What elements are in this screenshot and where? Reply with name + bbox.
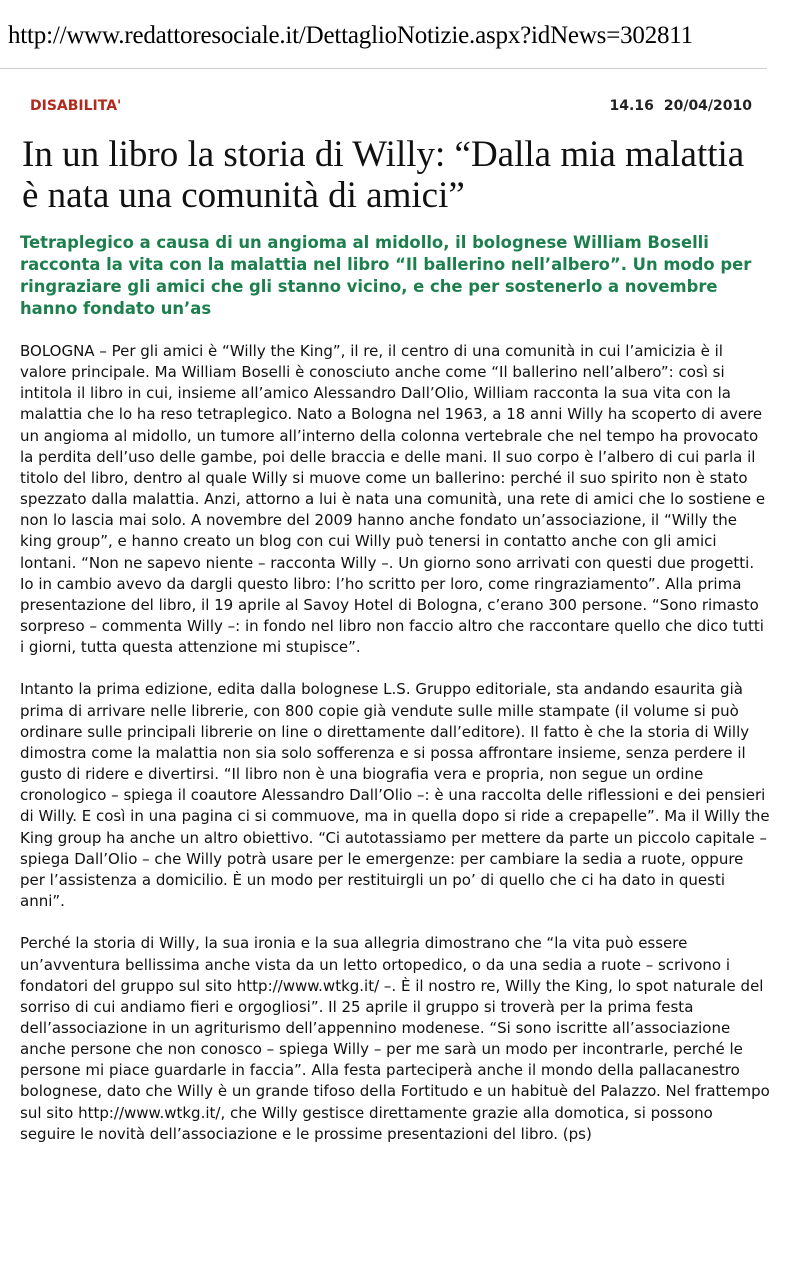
- article-meta: [30, 98, 752, 116]
- article-body: [20, 341, 772, 1166]
- section-label: DISABILITA': [30, 98, 122, 114]
- article-paragraph: BOLOGNA – Per gli amici è “Willy the King”, il re, il centro di una comunità in cui l’amicizia è il valore principale. Ma William Boselli è conosciuto anche come “Il ballerino nell’albero”: così si intitola il libro in cui, insieme all’amico Alessandro Dall’Olio, William racconta la sua vita con la malattia che lo ha reso tetraplegico. Nato a Bologna nel 1963, a 18 anni Willy ha scoperto di avere un angioma al midollo, un tumore all’interno della colonna vertebrale che nel tempo ha provocato la perdita dell’uso delle gambe, poi delle braccia e delle mani. Il suo corpo è l’albero di cui parla il titolo del libro, dentro al quale Willy si muove come un ballerino: perché il suo spirito non è stato spezzato dalla malattia. Anzi, attorno a lui è nata una comunità, una rete di amici che lo sostiene e non lo lascia mai solo. A novembre del 2009 hanno anche fondato un’associazione, il “Willy the king group”, e hanno creato un blog con cui Willy può tenersi in contatto anche con gli amici lontani. “Non ne sapevo niente – racconta Willy –. Un giorno sono arrivati con questi due progetti. Io in cambio avevo da dargli questo libro: l’ho scritto per loro, come ringraziamento”. Alla prima presentazione del libro, il 19 aprile al Savoy Hotel di Bologna, c’erano 300 persone. “Sono rimasto sorpreso – commenta Willy –: in fondo nel libro non faccio altro che raccontare quello che dico tutti i giorni, tutta questa attenzione mi stupisce”.: [20, 342, 766, 657]
- article-lead: Tetraplegico a causa di un angioma al midollo, il bolognese William Boselli racconta la vita con la malattia nel libro “Il ballerino nell’albero”. Un modo per ringraziare gli amici che gli stanno vicino, e che per sostenerlo a novembre hanno fondato un’as: [20, 233, 752, 318]
- article-paragraph: Intanto la prima edizione, edita dalla bolognese L.S. Gruppo editoriale, sta andando esaurita già prima di arrivare nelle librerie, con 800 copie già vendute sulle mille stampate (il volume si può ordinare sulle principali librerie on line o direttamente dall’editore). Il fatto è che la storia di Willy dimostra come la malattia non sia solo sofferenza e si possa affrontare insieme, senza perdere il gusto di ridere e divertirsi. “Il libro non è una biografia vera e propria, non segue un ordine cronologico – spiega il coautore Alessandro Dall’Olio –: è una raccolta delle riflessioni e dei pensieri di Willy. E così in una pagina ci si commuove, ma in quella dopo si ride a crepapelle”. Ma il Willy the King group ha anche un altro obiettivo. “Ci autotassiamo per mettere da parte un piccolo capitale – spiega Dall’Olio – che Willy potrà usare per le emergenze: per cambiare la sedia a ruote, oppure per l’assistenza a domicilio. È un modo per restituirgli un po’ di quello che ci ha dato in questi anni”.: [20, 680, 770, 911]
- article-paragraph: Perché la storia di Willy, la sua ironia e la sua allegria dimostrano che “la vita può essere un’avventura bellissima anche vista da un letto ortopedico, o da una sedia a ruote – scrivono i fondatori del gruppo sul sito http://www.wtkg.it/ –. È il nostro re, Willy the King, lo spot naturale del sorriso di cui andiamo fieri e orgogliosi”. Il 25 aprile il gruppo si troverà per la prima festa dell’associazione in un agriturismo dell’appennino modenese. “Si sono iscritte all’associazione anche persone che non conosco – spiega Willy – per me sarà un modo per incontrarle, perché le persone mi piace guardarle in faccia”. Alla festa parteciperà anche il mondo della pallacanestro bolognese, dato che Willy è un grande tifoso della Fortitudo e un habituè del Palazzo. Nel frattempo sul sito http://www.wtkg.it/, che Willy gestisce direttamente grazie alla domotica, si possono seguire le novità dell’associazione e le prossime presentazioni del libro. (ps): [20, 934, 770, 1143]
- article-title: In un libro la storia di Willy: “Dalla mia malattia è nata una comunità di amici”: [22, 134, 745, 216]
- header-divider: [0, 68, 767, 69]
- publication-date: 20/04/2010: [663, 98, 752, 114]
- publication-time: 14.16: [609, 98, 654, 114]
- source-url: http://www.redattoresociale.it/DettaglioNotizie.aspx?idNews=302811: [8, 22, 693, 49]
- publication-timestamp: [600, 98, 752, 114]
